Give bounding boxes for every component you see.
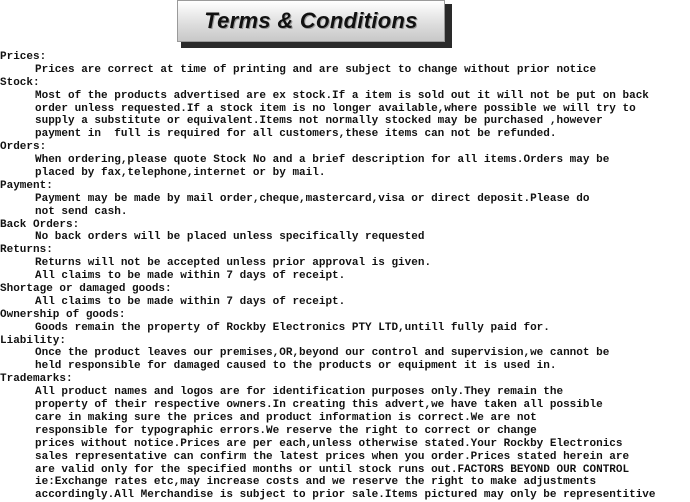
- section-text-line: held responsible for damaged caused to the products or equipment it is used in.: [35, 360, 557, 373]
- section-text-line: care in making sure the prices and product information is correct.We are not: [35, 411, 537, 424]
- terms-text: [0, 51, 690, 502]
- section-text-line: Most of the products advertised are ex stock.If a item is sold out it will not be put on back: [35, 89, 649, 102]
- section-text-line: No back orders will be placed unless specifically requested: [35, 231, 425, 244]
- title-banner-box: [177, 0, 445, 42]
- section-heading: Payment:: [0, 179, 53, 192]
- section-heading: Orders:: [0, 141, 47, 154]
- section-text-line: sales representative can confirm the latest prices when you order.Prices stated herein are: [35, 450, 630, 463]
- section-heading: Back Orders:: [0, 218, 80, 231]
- section-heading: Stock:: [0, 76, 40, 89]
- section-text-line: Returns will not be accepted unless prior approval is given.: [35, 257, 432, 270]
- section-text-line: order unless requested.If a stock item is no longer available,where possible we will try to: [35, 102, 636, 115]
- section-heading: Liability:: [0, 334, 67, 347]
- section-heading: Returns:: [0, 244, 53, 257]
- section-text-line: Once the product leaves our premises,OR,beyond our control and supervision,we cannot be: [35, 347, 610, 360]
- section-heading: Ownership of goods:: [0, 308, 126, 321]
- section-text-line: payment in full is required for all customers,these items can not be refunded.: [35, 128, 557, 141]
- section-heading: Prices:: [0, 51, 47, 63]
- section-text-line: placed by fax,telephone,internet or by mail.: [35, 167, 326, 180]
- section-text-line: accordingly.All Merchandise is subject to prior sale.Items pictured may only be representitive: [35, 489, 656, 502]
- section-text-line: All product names and logos are for identification purposes only.They remain the: [35, 386, 564, 399]
- section-heading: Trademarks:: [0, 373, 73, 386]
- section-text-line: are valid only for the specified months or until stock runs out.FACTORS BEYOND OUR CONTROL: [35, 463, 630, 476]
- title-banner: [177, 0, 452, 48]
- section-text-line: supply a substitute or equivalent.Items not normally stocked may be purchased ,however: [35, 115, 603, 128]
- section-text-line: Payment may be made by mail order,cheque,mastercard,visa or direct deposit.Please do: [35, 192, 590, 205]
- section-text-line: ie:Exchange rates etc,may increase costs and we reserve the right to make adjustments: [35, 476, 597, 489]
- section-text-line: Prices are correct at time of printing and are subject to change without prior notice: [35, 63, 597, 76]
- page-title: Terms & Conditions: [204, 8, 418, 33]
- section-text-line: property of their respective owners.In creating this advert,we have taken all possible: [35, 399, 603, 412]
- section-text-line: When ordering,please quote Stock No and a brief description for all items.Orders may be: [35, 154, 610, 167]
- section-text-line: responsible for typographic errors.We reserve the right to correct or change: [35, 424, 537, 437]
- section-text-line: All claims to be made within 7 days of receipt.: [35, 270, 346, 283]
- section-text-line: Goods remain the property of Rockby Electronics PTY LTD,untill fully paid for.: [35, 321, 550, 334]
- section-text-line: All claims to be made within 7 days of receipt.: [35, 295, 346, 308]
- section-text-line: not send cash.: [35, 205, 128, 218]
- section-heading: Shortage or damaged goods:: [0, 283, 172, 296]
- section-text-line: prices without notice.Prices are per each,unless otherwise stated.Your Rockby Electronics: [35, 437, 623, 450]
